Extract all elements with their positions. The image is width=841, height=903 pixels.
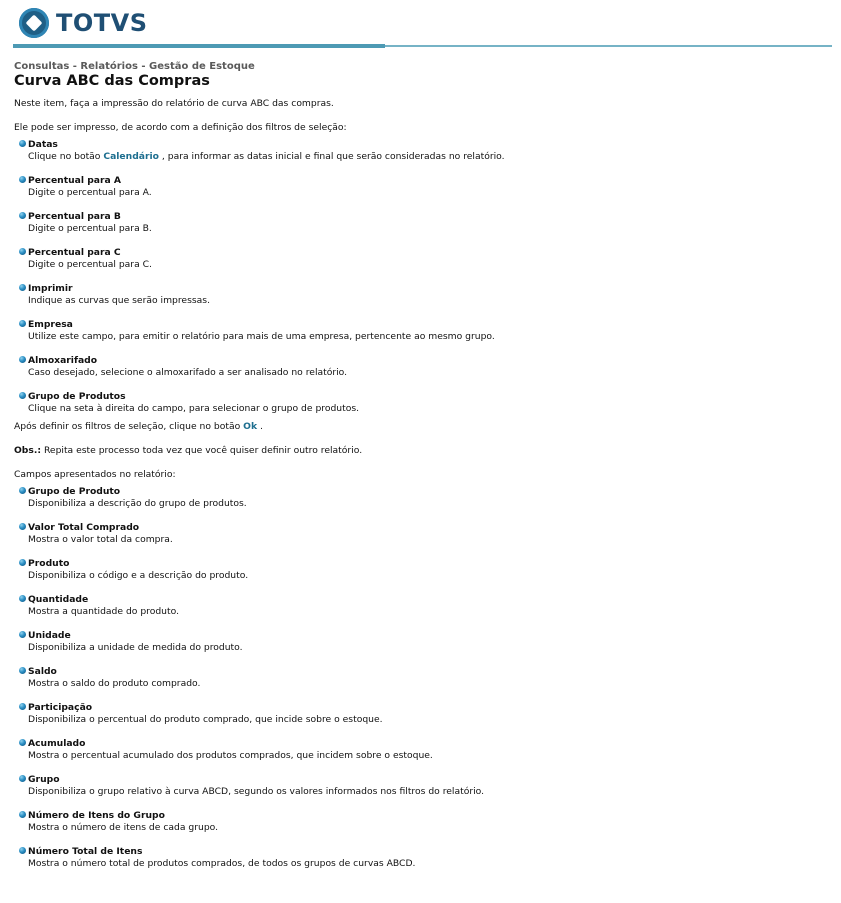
filter-title: Grupo de Produtos [28,391,126,402]
field-title: Participação [28,702,93,713]
bullet-icon [19,775,26,782]
filter-description: Indique as curvas que serão impressas. [28,295,210,306]
field-title: Quantidade [28,594,89,605]
filter-item-datas [14,139,829,163]
field-description: Mostra o número de itens de cada grupo. [28,822,219,833]
field-item [14,558,829,582]
field-title: Produto [28,558,70,569]
filter-title: Percentual para C [28,247,121,258]
fields-list [14,486,829,870]
bullet-icon [19,248,26,255]
field-title: Grupo de Produto [28,486,121,497]
filter-item-almoxarifado [14,355,829,379]
field-title: Acumulado [28,738,86,749]
filter-item-percentual-a [14,175,829,199]
bullet-icon [19,176,26,183]
field-description: Disponibiliza a unidade de medida do produto. [28,642,243,653]
filter-title: Almoxarifado [28,355,98,366]
filter-title: Datas [28,139,58,150]
bullet-icon [19,487,26,494]
field-item [14,594,829,618]
filter-description [28,151,829,163]
field-item [14,846,829,870]
bullet-icon [19,284,26,291]
field-description: Mostra o percentual acumulado dos produtos comprados, que incidem sobre o estoque. [28,750,433,761]
field-description: Disponibiliza a descrição do grupo de produtos. [28,498,247,509]
field-title: Saldo [28,666,57,677]
after-filters-after: . [257,421,263,432]
field-title: Unidade [28,630,71,641]
filter-description: Digite o percentual para C. [28,259,152,270]
field-title: Grupo [28,774,60,785]
filter-item-empresa [14,319,829,343]
header-divider-accent [13,44,385,48]
field-title: Número de Itens do Grupo [28,810,165,821]
filter-title: Percentual para A [28,175,122,186]
field-title: Valor Total Comprado [28,522,140,533]
field-item [14,702,829,726]
filter-desc-text: , para informar as datas inicial e final que serão consideradas no relatório. [158,151,505,162]
field-title: Número Total de Itens [28,846,143,857]
filter-title: Empresa [28,319,73,330]
field-item [14,666,829,690]
obs-text: Repita este processo toda vez que você quiser definir outro relatório. [41,445,363,456]
page-title: Curva ABC das Compras [14,73,210,89]
bullet-icon [19,212,26,219]
bullet-icon [19,392,26,399]
logo-text: TOTVS [56,9,148,37]
help-content [14,61,829,882]
bullet-icon [19,811,26,818]
intro-text: Neste item, faça a impressão do relatório de curva ABC das compras. [14,98,334,109]
filter-item-percentual-c [14,247,829,271]
filter-description: Clique na seta à direita do campo, para selecionar o grupo de produtos. [28,403,360,414]
totvs-logo-icon [19,8,49,38]
obs-label: Obs.: [14,445,42,456]
bullet-icon [19,356,26,363]
filter-description: Caso desejado, selecione o almoxarifado a ser analisado no relatório. [28,367,348,378]
obs-note [14,445,829,457]
field-item [14,774,829,798]
field-item [14,630,829,654]
filter-item-percentual-b [14,211,829,235]
bullet-icon [19,739,26,746]
bullet-icon [19,847,26,854]
bullet-icon [19,320,26,327]
bullet-icon [19,631,26,638]
bullet-icon [19,667,26,674]
field-description: Disponibiliza o grupo relativo à curva ABCD, segundo os valores informados nos filtros do relatório. [28,786,485,797]
field-item [14,486,829,510]
bullet-icon [19,595,26,602]
fields-intro-text: Campos apresentados no relatório: [14,469,176,480]
bullet-icon [19,559,26,566]
breadcrumb: Consultas - Relatórios - Gestão de Estoque [14,61,255,72]
bullet-icon [19,703,26,710]
filter-item-imprimir [14,283,829,307]
bullet-icon [19,140,26,147]
field-item [14,522,829,546]
filters-list [14,139,829,415]
calendar-button-reference: Calendário [103,151,159,162]
bullet-icon [19,523,26,530]
filter-description: Digite o percentual para A. [28,187,152,198]
field-description: Mostra a quantidade do produto. [28,606,179,617]
filter-title: Percentual para B [28,211,121,222]
field-description: Disponibiliza o código e a descrição do produto. [28,570,249,581]
field-description: Disponibiliza o percentual do produto comprado, que incide sobre o estoque. [28,714,383,725]
filter-description: Digite o percentual para B. [28,223,152,234]
filter-item-grupo-de-produtos [14,391,829,415]
field-description: Mostra o saldo do produto comprado. [28,678,201,689]
field-item [14,738,829,762]
after-filters-text [14,421,829,433]
field-description: Mostra o número total de produtos comprados, de todos os grupos de curvas ABCD. [28,858,416,869]
filters-intro-text: Ele pode ser impresso, de acordo com a definição dos filtros de seleção: [14,122,347,133]
filter-desc-text: Clique no botão [28,151,104,162]
field-item [14,810,829,834]
field-description: Mostra o valor total da compra. [28,534,173,545]
totvs-logo [19,8,148,38]
after-filters-before: Após definir os filtros de seleção, clique no botão [14,421,244,432]
ok-button-reference: Ok [243,421,258,432]
page-header [13,0,832,50]
filter-title: Imprimir [28,283,73,294]
filter-description: Utilize este campo, para emitir o relatório para mais de uma empresa, pertencente ao mesmo grupo. [28,331,495,342]
